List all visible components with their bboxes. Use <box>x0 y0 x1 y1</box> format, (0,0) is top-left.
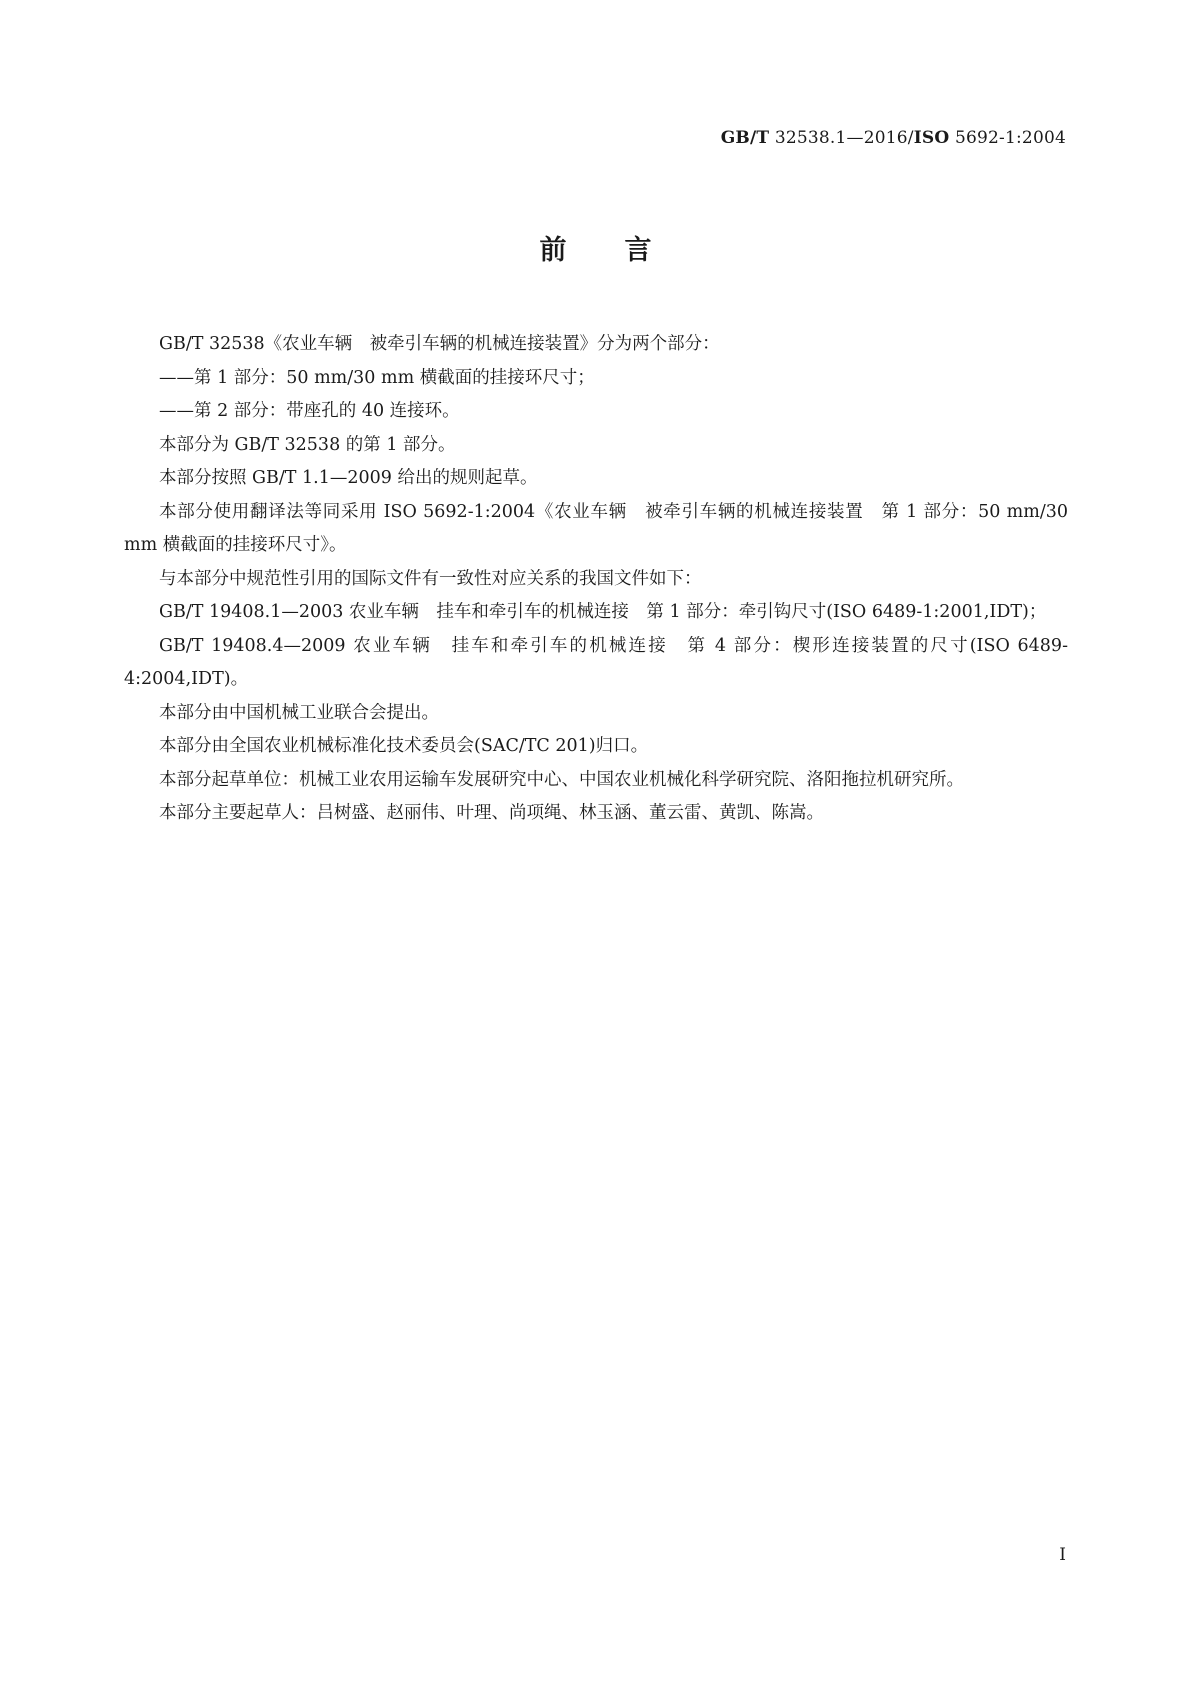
paragraph: 本部分按照 GB/T 1.1—2009 给出的规则起草。 <box>159 468 538 488</box>
standard-code-prefix: GB/T <box>720 128 770 148</box>
paragraph: 本部分由全国农业机械标准化技术委员会(SAC/TC 201)归口。 <box>159 736 649 756</box>
paragraph: 本部分由中国机械工业联合会提出。 <box>159 702 439 723</box>
iso-code-number: 5692-1:2004 <box>949 128 1066 148</box>
paragraph: GB/T 19408.1—2003 农业车辆 挂车和牵引车的机械连接 第 1 部分：牵引钩尺寸(ISO 6489-1:2001,IDT)； <box>159 602 1047 622</box>
page-title: 前言 <box>539 235 710 266</box>
paragraph: GB/T 32538《农业车辆 被牵引车辆的机械连接装置》分为两个部分： <box>159 334 720 354</box>
standard-code-number: 32538.1—2016/ <box>769 128 914 148</box>
paragraph: 本部分起草单位：机械工业农用运输车发展研究中心、中国农业机械化科学研究院、洛阳拖拉机研究所。 <box>159 769 964 790</box>
paragraph: GB/T 19408.4—2009 农业车辆 挂车和牵引车的机械连接 第 4 部分：楔形连接装置的尺寸(ISO 6489-4:2004,IDT)。 <box>124 635 1068 689</box>
paragraph: 本部分为 GB/T 32538 的第 1 部分。 <box>159 434 456 455</box>
paragraph: 本部分使用翻译法等同采用 ISO 5692-1:2004《农业车辆 被牵引车辆的机械连接装置 第 1 部分：50 mm/30 mm 横截面的挂接环尺寸》。 <box>124 501 1068 555</box>
paragraph: 本部分主要起草人：吕树盛、赵丽伟、叶理、尚项绳、林玉涵、董云雷、黄凯、陈嵩。 <box>159 803 824 823</box>
paragraph: ——第 1 部分：50 mm/30 mm 横截面的挂接环尺寸； <box>159 367 595 388</box>
standard-code-header <box>721 128 1066 148</box>
page-number: I <box>1059 1545 1066 1565</box>
foreword-body <box>124 328 1068 831</box>
iso-prefix: ISO <box>913 128 950 148</box>
paragraph: ——第 2 部分：带座孔的 40 连接环。 <box>159 401 460 421</box>
paragraph: 与本部分中规范性引用的国际文件有一致性对应关系的我国文件如下： <box>159 568 702 589</box>
